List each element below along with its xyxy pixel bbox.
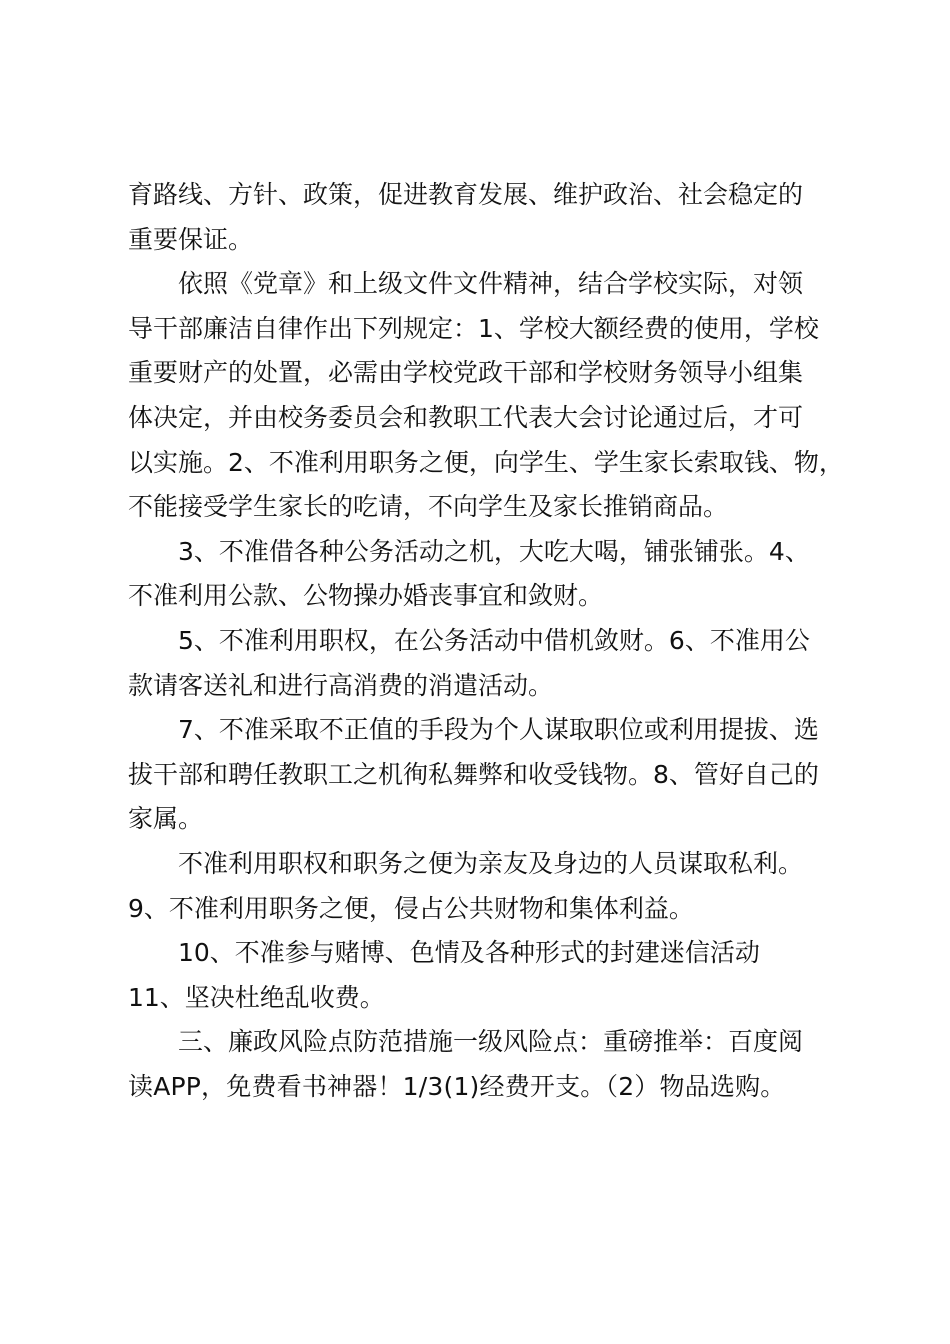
text-line: 拔干部和聘任教职工之机徇私舞弊和收受钱物。8、管好自己的 xyxy=(128,759,819,789)
text-line: 以实施。2、不准利用职务之便，向学生、学生家长索取钱、物， xyxy=(128,447,844,477)
text-line: 不准利用公款、公物操办婚丧事宜和敛财。 xyxy=(128,581,604,611)
text-line: 读APP，免费看书神器！1/3(1)经费开支。（2）物品选购。 xyxy=(128,1071,786,1101)
text-line: 9、不准利用职务之便，侵占公共财物和集体利益。 xyxy=(128,893,694,923)
text-line: 导干部廉洁自律作出下列规定：1、学校大额经费的使用，学校 xyxy=(128,313,819,343)
paragraph-start-line: 三、廉政风险点防范措施一级风险点：重磅推举：百度阅 xyxy=(178,1027,804,1057)
text-line: 11、坚决杜绝乱收费。 xyxy=(128,982,385,1012)
paragraph-start-line: 依照《党章》和上级文件文件精神，结合学校实际，对领 xyxy=(178,269,804,299)
paragraph-start-line: 不准利用职权和职务之便为亲友及身边的人员谋取私利。 xyxy=(178,848,804,878)
text-line: 款请客送礼和进行高消费的消遣活动。 xyxy=(128,670,554,700)
document-body xyxy=(128,173,848,1109)
text-line: 不能接受学生家长的吃请，不向学生及家长推销商品。 xyxy=(128,492,729,522)
paragraph-start-line: 5、不准利用职权，在公务活动中借机敛财。6、不准用公 xyxy=(178,625,810,655)
paragraph-start-line: 7、不准采取不正值的手段为个人谋取职位或利用提拔、选 xyxy=(178,715,819,745)
text-line: 家属。 xyxy=(128,804,204,834)
text-line: 育路线、方针、政策，促进教育发展、维护政治、社会稳定的 xyxy=(128,180,804,209)
text-line: 重要财产的处置，必需由学校党政干部和学校财务领导小组集 xyxy=(128,358,804,388)
text-line: 重要保证。 xyxy=(128,224,254,254)
text-line: 体决定，并由校务委员会和教职工代表大会讨论通过后，才可 xyxy=(128,402,804,432)
paragraph-start-line: 10、不准参与赌博、色情及各种形式的封建迷信活动 xyxy=(178,938,760,968)
paragraph-start-line: 3、不准借各种公务活动之机，大吃大喝，铺张铺张。4、 xyxy=(178,536,810,566)
